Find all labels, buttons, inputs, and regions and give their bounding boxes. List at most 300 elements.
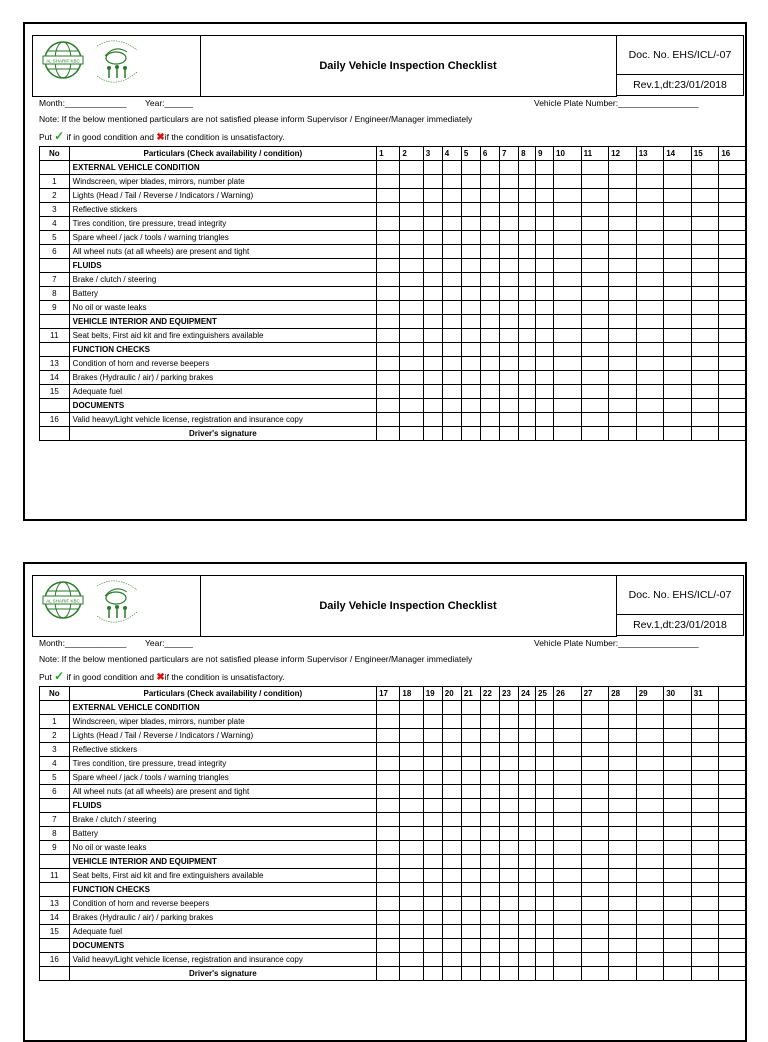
check-cell[interactable] — [377, 813, 400, 827]
check-cell[interactable] — [609, 217, 637, 231]
check-cell[interactable] — [691, 343, 719, 357]
check-cell[interactable] — [664, 939, 692, 953]
check-cell[interactable] — [461, 855, 480, 869]
check-cell[interactable] — [636, 399, 664, 413]
check-cell[interactable] — [442, 217, 461, 231]
check-cell[interactable] — [636, 911, 664, 925]
check-cell[interactable] — [500, 189, 519, 203]
check-cell[interactable] — [636, 231, 664, 245]
check-cell[interactable] — [400, 757, 423, 771]
check-cell[interactable] — [519, 203, 536, 217]
check-cell[interactable] — [400, 771, 423, 785]
check-cell[interactable] — [500, 729, 519, 743]
check-cell[interactable] — [423, 827, 442, 841]
signature-cell[interactable] — [664, 967, 692, 981]
check-cell[interactable] — [377, 701, 400, 715]
check-cell[interactable] — [442, 343, 461, 357]
check-cell[interactable] — [719, 301, 747, 315]
check-cell[interactable] — [400, 883, 423, 897]
check-cell[interactable] — [519, 799, 536, 813]
check-cell[interactable] — [581, 883, 609, 897]
check-cell[interactable] — [500, 217, 519, 231]
check-cell[interactable] — [719, 259, 747, 273]
plate-number-field[interactable] — [534, 98, 698, 108]
check-cell[interactable] — [400, 259, 423, 273]
check-cell[interactable] — [719, 413, 747, 427]
check-cell[interactable] — [719, 869, 747, 883]
check-cell[interactable] — [500, 203, 519, 217]
check-cell[interactable] — [664, 175, 692, 189]
check-cell[interactable] — [480, 799, 499, 813]
check-cell[interactable] — [609, 911, 637, 925]
plate-number-field[interactable] — [534, 638, 698, 648]
check-cell[interactable] — [423, 161, 442, 175]
check-cell[interactable] — [442, 813, 461, 827]
check-cell[interactable] — [480, 343, 499, 357]
check-cell[interactable] — [519, 911, 536, 925]
check-cell[interactable] — [480, 953, 499, 967]
check-cell[interactable] — [377, 743, 400, 757]
check-cell[interactable] — [664, 273, 692, 287]
check-cell[interactable] — [581, 259, 609, 273]
check-cell[interactable] — [400, 729, 423, 743]
check-cell[interactable] — [554, 357, 582, 371]
check-cell[interactable] — [519, 273, 536, 287]
check-cell[interactable] — [609, 799, 637, 813]
check-cell[interactable] — [636, 175, 664, 189]
check-cell[interactable] — [423, 189, 442, 203]
check-cell[interactable] — [664, 841, 692, 855]
check-cell[interactable] — [500, 273, 519, 287]
check-cell[interactable] — [609, 953, 637, 967]
check-cell[interactable] — [609, 231, 637, 245]
check-cell[interactable] — [377, 343, 400, 357]
check-cell[interactable] — [719, 813, 747, 827]
check-cell[interactable] — [400, 343, 423, 357]
check-cell[interactable] — [519, 869, 536, 883]
check-cell[interactable] — [442, 771, 461, 785]
check-cell[interactable] — [554, 203, 582, 217]
check-cell[interactable] — [581, 343, 609, 357]
check-cell[interactable] — [719, 273, 747, 287]
check-cell[interactable] — [423, 939, 442, 953]
signature-cell[interactable] — [719, 967, 747, 981]
check-cell[interactable] — [581, 729, 609, 743]
check-cell[interactable] — [377, 953, 400, 967]
check-cell[interactable] — [636, 813, 664, 827]
check-cell[interactable] — [400, 189, 423, 203]
check-cell[interactable] — [554, 757, 582, 771]
check-cell[interactable] — [536, 315, 554, 329]
check-cell[interactable] — [581, 357, 609, 371]
check-cell[interactable] — [664, 189, 692, 203]
check-cell[interactable] — [581, 399, 609, 413]
check-cell[interactable] — [664, 413, 692, 427]
check-cell[interactable] — [519, 925, 536, 939]
check-cell[interactable] — [461, 329, 480, 343]
check-cell[interactable] — [400, 245, 423, 259]
check-cell[interactable] — [536, 743, 554, 757]
check-cell[interactable] — [423, 231, 442, 245]
check-cell[interactable] — [691, 203, 719, 217]
check-cell[interactable] — [461, 757, 480, 771]
check-cell[interactable] — [480, 883, 499, 897]
check-cell[interactable] — [400, 371, 423, 385]
check-cell[interactable] — [500, 911, 519, 925]
check-cell[interactable] — [442, 301, 461, 315]
check-cell[interactable] — [609, 939, 637, 953]
check-cell[interactable] — [536, 799, 554, 813]
check-cell[interactable] — [500, 161, 519, 175]
check-cell[interactable] — [664, 743, 692, 757]
signature-cell[interactable] — [536, 967, 554, 981]
check-cell[interactable] — [442, 189, 461, 203]
check-cell[interactable] — [480, 925, 499, 939]
check-cell[interactable] — [719, 897, 747, 911]
check-cell[interactable] — [609, 245, 637, 259]
check-cell[interactable] — [377, 231, 400, 245]
check-cell[interactable] — [581, 217, 609, 231]
check-cell[interactable] — [500, 897, 519, 911]
check-cell[interactable] — [461, 701, 480, 715]
check-cell[interactable] — [461, 897, 480, 911]
check-cell[interactable] — [554, 175, 582, 189]
signature-cell[interactable] — [691, 967, 719, 981]
check-cell[interactable] — [423, 329, 442, 343]
check-cell[interactable] — [691, 729, 719, 743]
check-cell[interactable] — [500, 245, 519, 259]
check-cell[interactable] — [691, 939, 719, 953]
signature-cell[interactable] — [719, 427, 747, 441]
check-cell[interactable] — [400, 715, 423, 729]
check-cell[interactable] — [581, 813, 609, 827]
check-cell[interactable] — [554, 273, 582, 287]
check-cell[interactable] — [581, 897, 609, 911]
check-cell[interactable] — [442, 855, 461, 869]
check-cell[interactable] — [377, 385, 400, 399]
check-cell[interactable] — [400, 841, 423, 855]
check-cell[interactable] — [664, 385, 692, 399]
check-cell[interactable] — [377, 329, 400, 343]
check-cell[interactable] — [581, 855, 609, 869]
check-cell[interactable] — [461, 799, 480, 813]
check-cell[interactable] — [500, 883, 519, 897]
check-cell[interactable] — [536, 925, 554, 939]
check-cell[interactable] — [719, 371, 747, 385]
check-cell[interactable] — [719, 757, 747, 771]
check-cell[interactable] — [519, 287, 536, 301]
check-cell[interactable] — [442, 231, 461, 245]
check-cell[interactable] — [519, 855, 536, 869]
check-cell[interactable] — [480, 813, 499, 827]
check-cell[interactable] — [581, 785, 609, 799]
check-cell[interactable] — [691, 757, 719, 771]
check-cell[interactable] — [461, 357, 480, 371]
check-cell[interactable] — [581, 273, 609, 287]
check-cell[interactable] — [691, 897, 719, 911]
check-cell[interactable] — [500, 925, 519, 939]
check-cell[interactable] — [461, 827, 480, 841]
check-cell[interactable] — [377, 855, 400, 869]
check-cell[interactable] — [554, 161, 582, 175]
check-cell[interactable] — [461, 785, 480, 799]
check-cell[interactable] — [719, 729, 747, 743]
check-cell[interactable] — [554, 799, 582, 813]
check-cell[interactable] — [664, 757, 692, 771]
signature-cell[interactable] — [480, 967, 499, 981]
check-cell[interactable] — [636, 799, 664, 813]
check-cell[interactable] — [442, 743, 461, 757]
check-cell[interactable] — [691, 841, 719, 855]
check-cell[interactable] — [536, 883, 554, 897]
check-cell[interactable] — [480, 841, 499, 855]
check-cell[interactable] — [519, 315, 536, 329]
check-cell[interactable] — [581, 315, 609, 329]
check-cell[interactable] — [519, 161, 536, 175]
check-cell[interactable] — [691, 771, 719, 785]
check-cell[interactable] — [442, 399, 461, 413]
check-cell[interactable] — [581, 245, 609, 259]
check-cell[interactable] — [442, 799, 461, 813]
check-cell[interactable] — [480, 273, 499, 287]
check-cell[interactable] — [480, 301, 499, 315]
check-cell[interactable] — [536, 217, 554, 231]
check-cell[interactable] — [423, 743, 442, 757]
check-cell[interactable] — [400, 329, 423, 343]
check-cell[interactable] — [636, 357, 664, 371]
check-cell[interactable] — [400, 301, 423, 315]
check-cell[interactable] — [500, 175, 519, 189]
check-cell[interactable] — [500, 743, 519, 757]
check-cell[interactable] — [480, 771, 499, 785]
check-cell[interactable] — [719, 771, 747, 785]
check-cell[interactable] — [664, 925, 692, 939]
check-cell[interactable] — [581, 925, 609, 939]
check-cell[interactable] — [442, 715, 461, 729]
check-cell[interactable] — [691, 217, 719, 231]
check-cell[interactable] — [519, 883, 536, 897]
check-cell[interactable] — [423, 701, 442, 715]
signature-cell[interactable] — [500, 967, 519, 981]
check-cell[interactable] — [609, 399, 637, 413]
check-cell[interactable] — [554, 855, 582, 869]
check-cell[interactable] — [400, 785, 423, 799]
check-cell[interactable] — [423, 869, 442, 883]
check-cell[interactable] — [691, 329, 719, 343]
check-cell[interactable] — [691, 715, 719, 729]
signature-cell[interactable] — [423, 427, 442, 441]
check-cell[interactable] — [664, 855, 692, 869]
check-cell[interactable] — [423, 897, 442, 911]
check-cell[interactable] — [536, 287, 554, 301]
check-cell[interactable] — [519, 357, 536, 371]
check-cell[interactable] — [609, 897, 637, 911]
check-cell[interactable] — [609, 371, 637, 385]
check-cell[interactable] — [719, 343, 747, 357]
check-cell[interactable] — [691, 911, 719, 925]
check-cell[interactable] — [609, 855, 637, 869]
check-cell[interactable] — [691, 259, 719, 273]
check-cell[interactable] — [581, 743, 609, 757]
check-cell[interactable] — [581, 231, 609, 245]
check-cell[interactable] — [664, 343, 692, 357]
check-cell[interactable] — [636, 841, 664, 855]
check-cell[interactable] — [664, 161, 692, 175]
check-cell[interactable] — [400, 175, 423, 189]
check-cell[interactable] — [664, 883, 692, 897]
check-cell[interactable] — [377, 273, 400, 287]
check-cell[interactable] — [442, 939, 461, 953]
check-cell[interactable] — [442, 413, 461, 427]
check-cell[interactable] — [554, 385, 582, 399]
signature-cell[interactable] — [519, 427, 536, 441]
check-cell[interactable] — [377, 189, 400, 203]
check-cell[interactable] — [377, 259, 400, 273]
check-cell[interactable] — [461, 273, 480, 287]
check-cell[interactable] — [554, 841, 582, 855]
check-cell[interactable] — [377, 939, 400, 953]
check-cell[interactable] — [480, 231, 499, 245]
check-cell[interactable] — [500, 785, 519, 799]
check-cell[interactable] — [480, 715, 499, 729]
check-cell[interactable] — [519, 301, 536, 315]
check-cell[interactable] — [423, 245, 442, 259]
check-cell[interactable] — [461, 399, 480, 413]
check-cell[interactable] — [719, 799, 747, 813]
check-cell[interactable] — [519, 231, 536, 245]
check-cell[interactable] — [719, 841, 747, 855]
check-cell[interactable] — [442, 175, 461, 189]
signature-cell[interactable] — [554, 967, 582, 981]
check-cell[interactable] — [536, 329, 554, 343]
check-cell[interactable] — [664, 245, 692, 259]
check-cell[interactable] — [554, 771, 582, 785]
check-cell[interactable] — [691, 953, 719, 967]
check-cell[interactable] — [480, 371, 499, 385]
check-cell[interactable] — [719, 911, 747, 925]
check-cell[interactable] — [480, 701, 499, 715]
check-cell[interactable] — [461, 259, 480, 273]
check-cell[interactable] — [442, 925, 461, 939]
check-cell[interactable] — [536, 189, 554, 203]
check-cell[interactable] — [719, 329, 747, 343]
check-cell[interactable] — [500, 329, 519, 343]
check-cell[interactable] — [423, 371, 442, 385]
check-cell[interactable] — [609, 189, 637, 203]
check-cell[interactable] — [636, 701, 664, 715]
check-cell[interactable] — [536, 897, 554, 911]
check-cell[interactable] — [480, 729, 499, 743]
check-cell[interactable] — [500, 771, 519, 785]
check-cell[interactable] — [500, 399, 519, 413]
check-cell[interactable] — [500, 701, 519, 715]
check-cell[interactable] — [461, 287, 480, 301]
check-cell[interactable] — [442, 953, 461, 967]
check-cell[interactable] — [664, 827, 692, 841]
check-cell[interactable] — [536, 953, 554, 967]
check-cell[interactable] — [519, 385, 536, 399]
check-cell[interactable] — [609, 287, 637, 301]
check-cell[interactable] — [636, 189, 664, 203]
check-cell[interactable] — [519, 175, 536, 189]
check-cell[interactable] — [500, 343, 519, 357]
check-cell[interactable] — [377, 869, 400, 883]
check-cell[interactable] — [423, 273, 442, 287]
check-cell[interactable] — [480, 287, 499, 301]
check-cell[interactable] — [536, 245, 554, 259]
check-cell[interactable] — [519, 953, 536, 967]
check-cell[interactable] — [536, 385, 554, 399]
check-cell[interactable] — [423, 315, 442, 329]
check-cell[interactable] — [719, 385, 747, 399]
check-cell[interactable] — [636, 869, 664, 883]
check-cell[interactable] — [664, 701, 692, 715]
check-cell[interactable] — [554, 231, 582, 245]
check-cell[interactable] — [461, 343, 480, 357]
check-cell[interactable] — [423, 911, 442, 925]
check-cell[interactable] — [536, 231, 554, 245]
check-cell[interactable] — [400, 911, 423, 925]
check-cell[interactable] — [691, 175, 719, 189]
check-cell[interactable] — [609, 757, 637, 771]
signature-cell[interactable] — [609, 967, 637, 981]
check-cell[interactable] — [554, 883, 582, 897]
check-cell[interactable] — [554, 399, 582, 413]
check-cell[interactable] — [536, 701, 554, 715]
check-cell[interactable] — [519, 729, 536, 743]
signature-cell[interactable] — [636, 967, 664, 981]
check-cell[interactable] — [442, 841, 461, 855]
check-cell[interactable] — [442, 329, 461, 343]
check-cell[interactable] — [423, 343, 442, 357]
check-cell[interactable] — [461, 231, 480, 245]
check-cell[interactable] — [377, 897, 400, 911]
check-cell[interactable] — [636, 287, 664, 301]
check-cell[interactable] — [442, 757, 461, 771]
check-cell[interactable] — [423, 813, 442, 827]
check-cell[interactable] — [377, 827, 400, 841]
check-cell[interactable] — [691, 855, 719, 869]
check-cell[interactable] — [519, 743, 536, 757]
check-cell[interactable] — [423, 855, 442, 869]
check-cell[interactable] — [636, 827, 664, 841]
check-cell[interactable] — [500, 715, 519, 729]
check-cell[interactable] — [423, 729, 442, 743]
check-cell[interactable] — [636, 953, 664, 967]
check-cell[interactable] — [442, 287, 461, 301]
check-cell[interactable] — [719, 203, 747, 217]
check-cell[interactable] — [609, 203, 637, 217]
check-cell[interactable] — [423, 757, 442, 771]
check-cell[interactable] — [536, 399, 554, 413]
check-cell[interactable] — [581, 939, 609, 953]
check-cell[interactable] — [581, 953, 609, 967]
check-cell[interactable] — [719, 287, 747, 301]
check-cell[interactable] — [500, 287, 519, 301]
check-cell[interactable] — [719, 357, 747, 371]
check-cell[interactable] — [664, 315, 692, 329]
signature-cell[interactable] — [554, 427, 582, 441]
check-cell[interactable] — [691, 189, 719, 203]
check-cell[interactable] — [609, 343, 637, 357]
check-cell[interactable] — [423, 399, 442, 413]
check-cell[interactable] — [554, 869, 582, 883]
check-cell[interactable] — [519, 785, 536, 799]
check-cell[interactable] — [636, 385, 664, 399]
check-cell[interactable] — [461, 175, 480, 189]
check-cell[interactable] — [609, 175, 637, 189]
check-cell[interactable] — [664, 869, 692, 883]
